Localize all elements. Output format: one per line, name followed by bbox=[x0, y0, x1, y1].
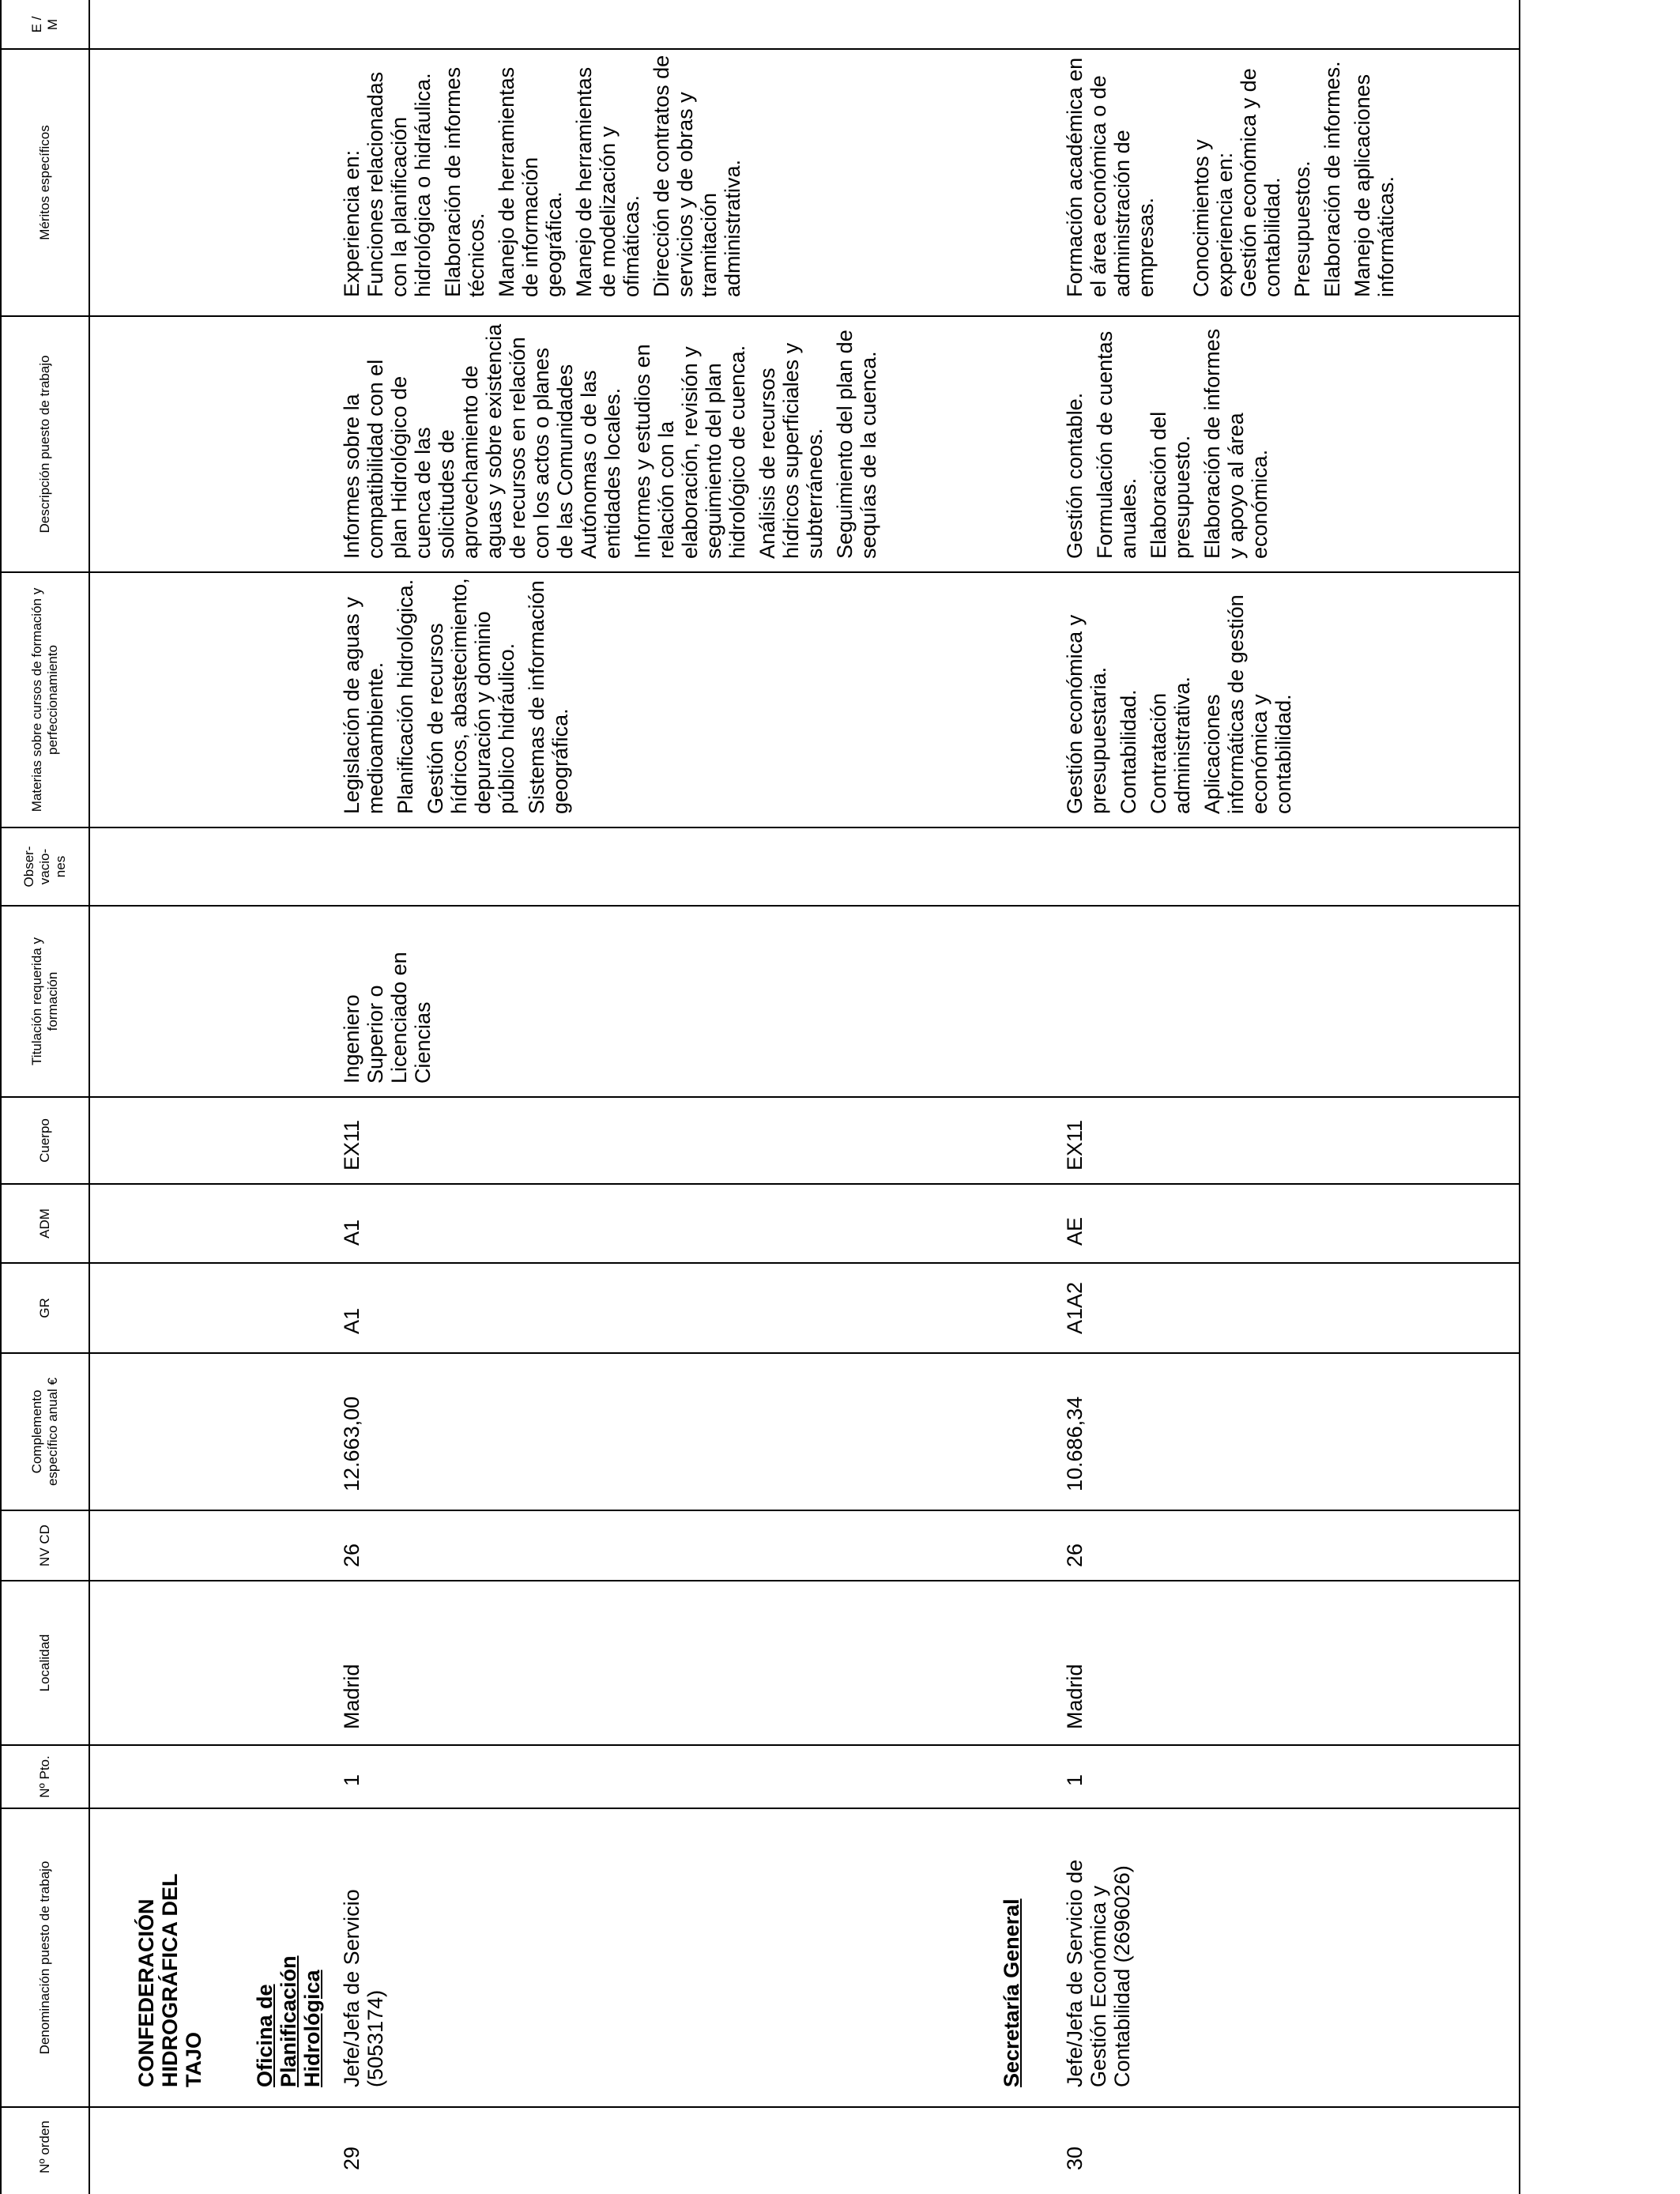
row-localidad: Madrid bbox=[1063, 1664, 1087, 1729]
row-num-puestos: 1 bbox=[340, 1774, 363, 1786]
descripcion-item: Informes sobre la compatibilidad con el plan Hidrológico de cuenca de las solicitudes de aprovechamiento de aguas y sobre existencia de recursos en relación con los actos o planes de las Comunidades Autónomas o de las entidades locales. bbox=[340, 323, 624, 559]
row-orden: 30 bbox=[1063, 2146, 1087, 2170]
col-sep bbox=[0, 1096, 1520, 1098]
materia-item: Contabilidad. bbox=[1117, 689, 1140, 814]
header-num-puestos: Nº Pto. bbox=[37, 1755, 52, 1798]
row-grupo: A1A2 bbox=[1063, 1281, 1087, 1334]
header-cuerpo: Cuerpo bbox=[37, 1118, 52, 1163]
merito-item: Manejo de herramientas de modelización y ofimáticas. bbox=[572, 66, 643, 297]
merito-item: Manejo de aplicaciones informáticas. bbox=[1350, 74, 1398, 297]
materia-item: Legislación de aguas y medioambiente. bbox=[340, 597, 387, 814]
header-grupo: GR bbox=[37, 1298, 52, 1318]
row-grupo: A1 bbox=[340, 1307, 363, 1334]
row-meritos bbox=[1063, 52, 1404, 297]
materia-item: Gestión económica y presupuestaria. bbox=[1063, 614, 1110, 814]
col-sep bbox=[0, 1510, 1520, 1511]
header-orden: Nº orden bbox=[37, 2120, 52, 2173]
row-complemento: 10.686,34 bbox=[1063, 1396, 1087, 1491]
merito-item: Elaboración de informes técnicos. bbox=[441, 66, 488, 297]
row-adm: AE bbox=[1063, 1216, 1087, 1246]
header-complemento: Complemento específico anual € bbox=[29, 1377, 60, 1487]
merito-item: Formación académica en el área económica o de administración de empresas. bbox=[1063, 57, 1158, 297]
header-localidad: Localidad bbox=[37, 1634, 52, 1692]
materia-item: Planificación hidrológica. bbox=[394, 579, 417, 814]
merito-item: Manejo de herramientas de información geográfica. bbox=[495, 66, 566, 297]
descripcion-item: Seguimiento del plan de sequías de la cuenca. bbox=[833, 330, 880, 559]
row-adm: A1 bbox=[340, 1219, 363, 1246]
descripcion-item: Gestión contable. bbox=[1063, 392, 1087, 559]
row-denominacion: Jefe/Jefa de Servicio de Gestión Económica y Contabilidad (2696026) bbox=[1063, 1859, 1134, 2087]
header-adm: ADM bbox=[37, 1208, 52, 1238]
col-sep bbox=[0, 1183, 1520, 1185]
merito-item: Conocimientos y experiencia en: bbox=[1189, 139, 1237, 297]
materia-item: Sistemas de información geográfica. bbox=[525, 580, 572, 814]
merito-item: Presupuestos. bbox=[1290, 160, 1314, 297]
header-titulacion: Titulación requerida y formación bbox=[29, 937, 60, 1065]
descripcion-item: Elaboración del presupuesto. bbox=[1147, 411, 1194, 559]
col-sep bbox=[0, 571, 1520, 573]
row-num-puestos: 1 bbox=[1063, 1774, 1087, 1786]
header-meritos: Méritos específicos bbox=[37, 125, 52, 240]
col-sep bbox=[0, 1262, 1520, 1264]
col-sep bbox=[0, 315, 1520, 317]
merito-item: Elaboración de informes. bbox=[1320, 61, 1344, 297]
header-nivel: NV CD bbox=[37, 1525, 52, 1566]
col-sep bbox=[0, 1580, 1520, 1581]
row-materias bbox=[340, 577, 578, 814]
col-sep bbox=[0, 1808, 1520, 1809]
row-titulacion: Ingeniero Superior o Licenciado en Ciencias bbox=[340, 952, 435, 1084]
descripcion-item: Análisis de recursos hídricos superficiales y subterráneos. bbox=[755, 342, 827, 559]
row-meritos bbox=[340, 52, 751, 297]
row-cuerpo: EX11 bbox=[1063, 1119, 1087, 1171]
col-sep bbox=[0, 48, 1520, 50]
header-observaciones: Obser- vacio- nes bbox=[21, 846, 68, 888]
merito-item: Experiencia en: bbox=[340, 149, 363, 297]
header-materias: Materias sobre cursos de formación y perfeccionamiento bbox=[29, 587, 60, 812]
descripcion-item: Informes y estudios en relación con la elaboración, revisión y seguimiento del plan hidrológico de cuenca. bbox=[631, 344, 749, 559]
col-sep bbox=[0, 905, 1520, 907]
header-em: E / M bbox=[29, 16, 60, 33]
col-sep bbox=[0, 2106, 1520, 2108]
row-orden: 29 bbox=[340, 2146, 363, 2170]
descripcion-item: Elaboración de informes y apoyo al área económica. bbox=[1200, 328, 1271, 559]
merito-item: Dirección de contratos de servicios y de obras y tramitación administrativa. bbox=[650, 55, 744, 297]
header-denominacion: Denominación puesto de trabajo bbox=[37, 1860, 52, 2055]
row-descripcion bbox=[340, 322, 887, 559]
row-materias bbox=[1063, 577, 1301, 814]
materia-item: Gestión de recursos hídricos, abastecimiento, depuración y dominio público hidráulico. bbox=[424, 578, 518, 814]
col-sep bbox=[0, 1352, 1520, 1354]
row-nivel: 26 bbox=[1063, 1543, 1087, 1567]
row-cuerpo: EX11 bbox=[340, 1119, 363, 1171]
merito-item: Gestión económica y de contabilidad. bbox=[1237, 68, 1284, 297]
row-nivel: 26 bbox=[340, 1543, 363, 1567]
row-complemento: 12.663,00 bbox=[340, 1396, 363, 1491]
merito-item: Funciones relacionadas con la planificación hidrológica o hidráulica. bbox=[363, 71, 435, 297]
row-descripcion bbox=[1063, 322, 1278, 559]
materia-item: Aplicaciones informáticas de gestión económica y contabilidad. bbox=[1200, 594, 1295, 814]
section-title: Secretaría General bbox=[1000, 1898, 1023, 2087]
organismo-title: CONFEDERACIÓN HIDROGRÁFICA DEL TAJO bbox=[134, 1874, 205, 2087]
row-denominacion: Jefe/Jefa de Servicio (5053174) bbox=[340, 1889, 387, 2087]
row-localidad: Madrid bbox=[340, 1664, 363, 1729]
header-descripcion: Descripción puesto de trabajo bbox=[37, 355, 52, 533]
descripcion-item: Formulación de cuentas anuales. bbox=[1093, 330, 1140, 559]
materia-item: Contratación administrativa. bbox=[1147, 676, 1194, 814]
section-title: Oficina de Planificación Hidrológica bbox=[253, 1955, 324, 2087]
col-sep bbox=[0, 827, 1520, 828]
col-sep bbox=[0, 1744, 1520, 1746]
